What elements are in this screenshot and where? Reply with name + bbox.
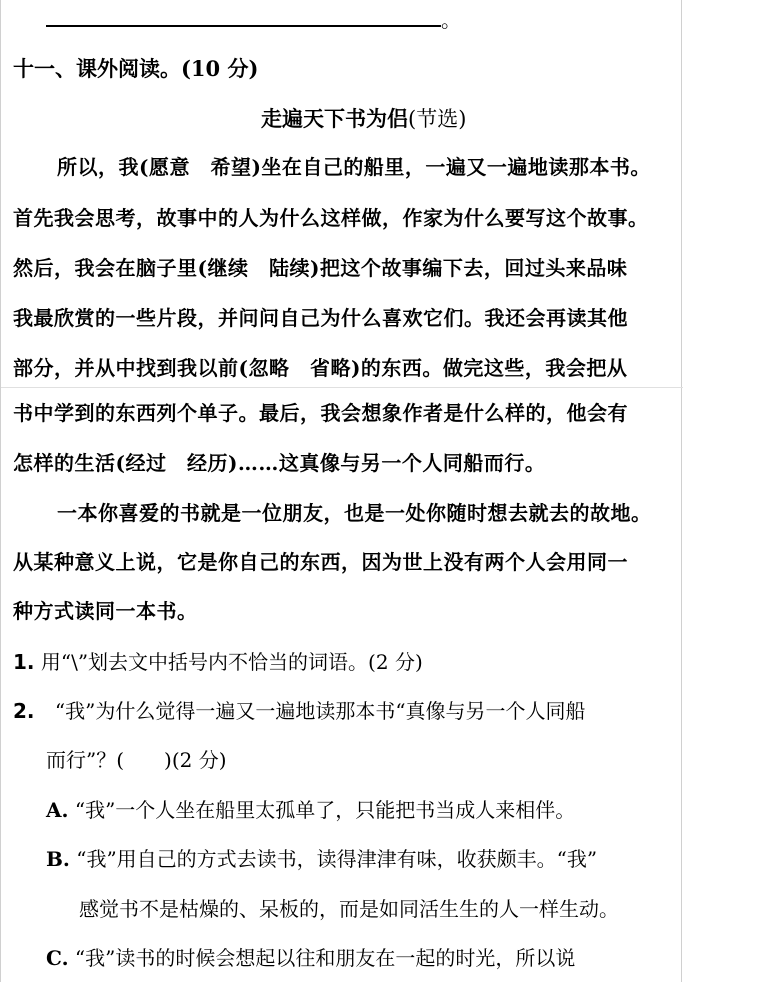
option-b — [46, 849, 597, 869]
article-line-2: 首先我会思考，故事中的人为什么这样做，作家为什么要写这个故事。 — [13, 206, 649, 230]
article-line-10: 种方式读同一本书。 — [13, 599, 198, 623]
question-1 — [13, 652, 423, 672]
article-line-3: 然后，我会在脑子里(继续 陆续)把这个故事编下去，回过头来品味 — [13, 256, 628, 280]
option-b-label: B. — [46, 847, 70, 871]
option-b-text-line1: “我”用自己的方式去读书，读得津津有味，收获颇丰。“我” — [76, 847, 598, 871]
article-line-7: 怎样的生活(经过 经历)……这真像与另一个人同船而行。 — [13, 451, 546, 475]
article-line-5: 部分，并从中找到我以前(忽略 省略)的东西。做完这些，我会把从 — [13, 356, 628, 380]
question-2-text-line1: “我”为什么觉得一遍又一遍地读那本书“真像与另一个人同船 — [54, 699, 586, 723]
answer-blank-line — [46, 25, 441, 27]
option-c-text: “我”读书的时候会想起以往和朋友在一起的时光，所以说 — [74, 946, 576, 970]
question-2-number: 2. — [13, 699, 35, 723]
question-1-number: 1. — [13, 650, 35, 674]
article-line-6: 书中学到的东西列个单子。最后，我会想象作者是什么样的，他会有 — [13, 401, 628, 425]
option-a — [46, 800, 575, 820]
question-2 — [13, 701, 586, 721]
article-title — [261, 108, 466, 130]
option-b-text-line2: 感觉书不是枯燥的、呆板的，而是如同活生生的人一样生动。 — [79, 897, 619, 921]
article-line-4: 我最欣赏的一些片段，并问问自己为什么喜欢它们。我还会再读其他 — [13, 306, 628, 330]
question-1-text: 用“\”划去文中括号内不恰当的词语。(2 分) — [40, 650, 423, 674]
option-c — [46, 948, 575, 968]
article-line-1: 所以，我(愿意 希望)坐在自己的船里，一遍又一遍地读那本书。 — [57, 155, 651, 179]
option-a-label: A. — [46, 798, 69, 822]
article-line-9: 从某种意义上说，它是你自己的东西，因为世上没有两个人会用同一 — [13, 550, 628, 574]
section-title: 十一、课外阅读。(10 分) — [13, 56, 259, 81]
option-c-label: C. — [46, 946, 69, 970]
period-mark: 。 — [441, 8, 461, 32]
option-a-text: “我”一个人坐在船里太孤单了，只能把书当成人来相伴。 — [74, 798, 576, 822]
article-title-main: 走遍天下书为侣 — [261, 106, 408, 131]
article-title-note: (节选) — [408, 107, 467, 131]
article-line-8: 一本你喜爱的书就是一位朋友，也是一处你随时想去就去的故地。 — [57, 501, 652, 525]
page-break-divider — [1, 387, 683, 388]
question-2-text-line2: 而行”？( )(2 分) — [46, 748, 227, 772]
